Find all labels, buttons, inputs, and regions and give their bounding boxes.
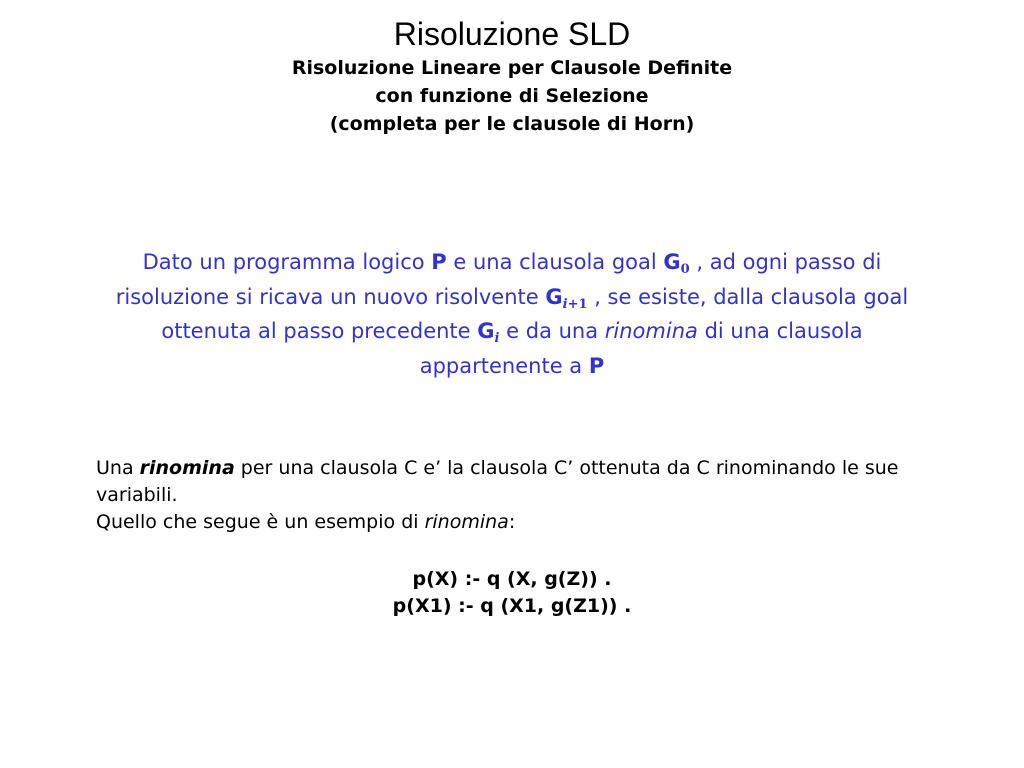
goal-symbol-gi bbox=[477, 319, 500, 346]
definition-text-6: di una clausola appartenente a bbox=[419, 319, 863, 378]
goal-symbol-g0 bbox=[663, 250, 690, 277]
goal-letter: G bbox=[663, 250, 681, 274]
rename-definition-rest: per una clausola C e’ la clausola C’ ottenuta da C rinominando le sue variabili. bbox=[96, 457, 899, 506]
title-block bbox=[0, 14, 1024, 138]
definition-text-5: e da una bbox=[499, 319, 605, 343]
goal-symbol-gi1 bbox=[545, 284, 588, 312]
slide-title: Risoluzione SLD bbox=[393, 16, 631, 52]
definition-paragraph bbox=[90, 247, 934, 381]
subscript-plus-one: +1 bbox=[567, 296, 588, 312]
definition-text-2: e una clausola goal bbox=[446, 250, 664, 274]
example-intro-suffix: : bbox=[508, 511, 516, 533]
subtitle-line-2: con funzione di Selezione bbox=[375, 85, 649, 107]
goal-letter: G bbox=[477, 319, 495, 343]
goal-subscript-i bbox=[495, 331, 500, 346]
subtitle-line-3: (completa per le clausole di Horn) bbox=[329, 113, 695, 135]
renamed-clause: p(X1) :- q (X1, g(Z1)) . bbox=[392, 595, 632, 617]
subscript-i: i bbox=[562, 296, 568, 312]
goal-subscript-i-plus-1 bbox=[563, 297, 588, 312]
subscript-i: i bbox=[494, 331, 500, 346]
definition-text-4: , se esiste, dalla clausola goal ottenuta al passo precedente bbox=[161, 284, 909, 343]
original-clause: p(X) :- q (X, g(Z)) . bbox=[412, 568, 612, 590]
rename-definition bbox=[96, 455, 936, 509]
subtitle-line-1: Risoluzione Lineare per Clausole Definite bbox=[291, 57, 733, 79]
goal-subscript-0: 0 bbox=[680, 262, 690, 277]
rename-explanation bbox=[96, 455, 936, 536]
example-intro-term: rinomina bbox=[424, 511, 509, 533]
rinomina-term: rinomina bbox=[604, 319, 698, 343]
example-intro bbox=[96, 509, 936, 536]
example-clauses bbox=[0, 566, 1024, 620]
goal-letter: G bbox=[545, 284, 563, 309]
rename-term: rinomina bbox=[139, 457, 235, 479]
example-intro-prefix: Quello che segue è un esempio di bbox=[96, 511, 425, 533]
definition-text-3: , ad ogni passo di risoluzione si ricava un nuovo risolvente bbox=[115, 250, 882, 309]
program-symbol: P bbox=[431, 250, 447, 274]
rename-prefix: Una bbox=[96, 457, 140, 479]
program-symbol-end: P bbox=[588, 353, 605, 378]
definition-text-1: Dato un programma logico bbox=[142, 250, 432, 274]
